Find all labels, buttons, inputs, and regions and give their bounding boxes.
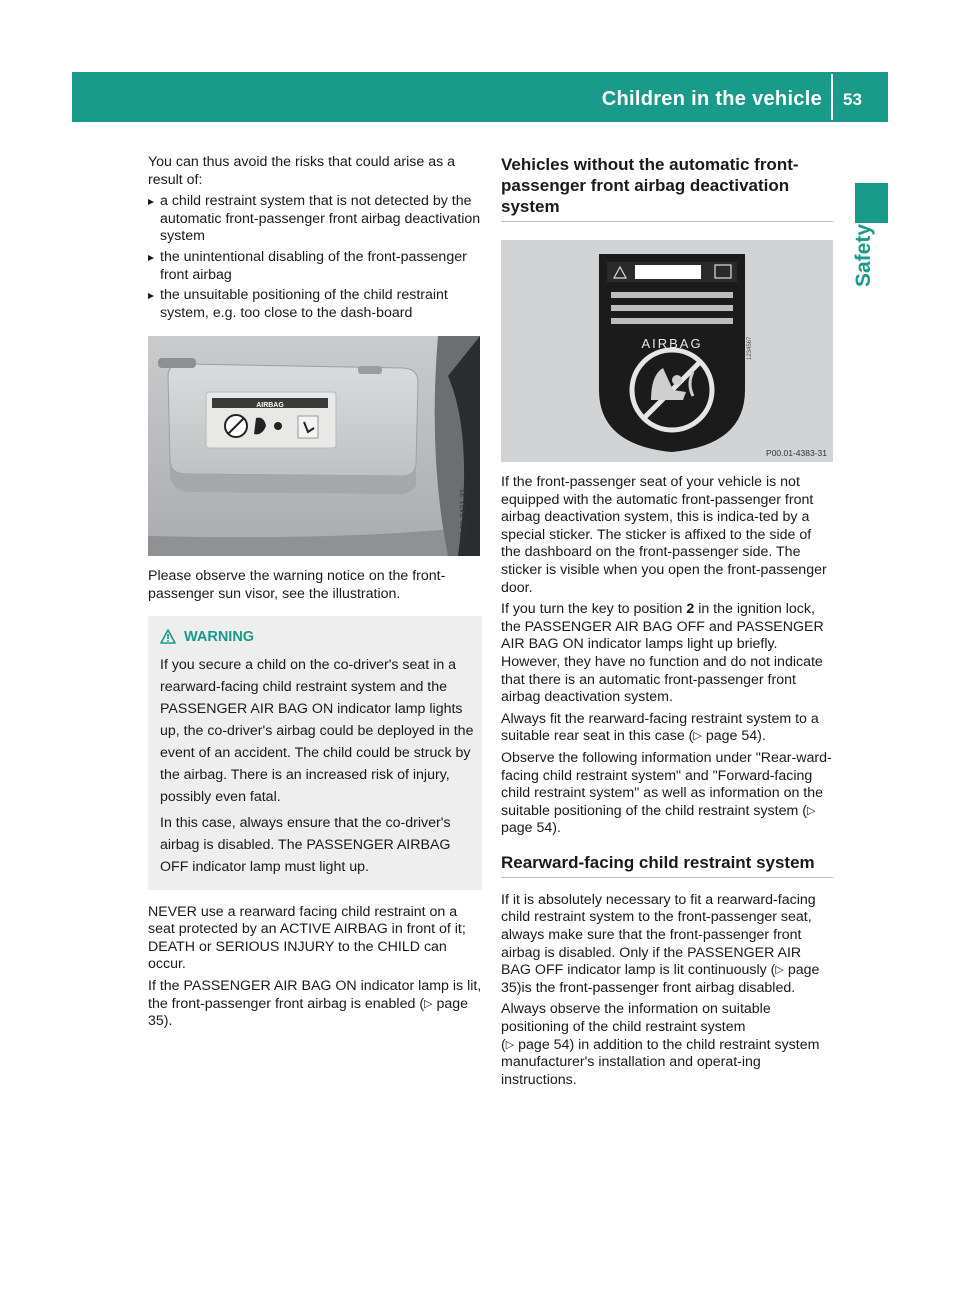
lamp-paragraph: If the PASSENGER AIR BAG ON indicator lamp is lit, the front-passenger front airbag is enabled (▷ page 35). — [148, 977, 482, 1030]
warning-triangle-icon — [160, 629, 176, 644]
section-tab — [855, 183, 888, 223]
warning-title: WARNING — [184, 628, 255, 645]
airbag-sticker-illustration — [501, 240, 833, 462]
page-ref-link[interactable]: page 35)is the front-passenger front airbag disabled. — [501, 962, 820, 996]
page-ref-link[interactable]: page 54). — [501, 820, 561, 837]
ignition-paragraph: If you turn the key to position 2 in the ignition lock, the PASSENGER AIR BAG OFF and PASSENGER AIR BAG ON indicator lamps light up briefly. However, they have no function and do not indicate that there is an automatic front-passenger front airbag deactivation system. — [501, 601, 824, 706]
intro-paragraph: You can thus avoid the risks that could arise as a result of: — [148, 154, 456, 188]
list-item: a child restraint system that is not detected by the automatic front-passenger front airbag deactivation system — [148, 193, 482, 246]
page-ref-link[interactable]: page 35). — [148, 995, 469, 1030]
page-ref-link[interactable]: page 54) in addition to the child restraint system manufacturer's installation and operat-ing instructions. — [501, 1036, 820, 1088]
sticker-arc-label: AIRBAG — [641, 336, 703, 351]
list-item: the unsuitable positioning of the child restraint system, e.g. too close to the dash-board — [148, 287, 482, 322]
warning-box — [148, 616, 482, 890]
page-ref-icon: ▷ — [505, 1038, 515, 1051]
rearward-paragraph: If it is absolutely necessary to fit a rearward-facing child restraint system to the front-passenger seat, always make sure that the front-passenger front airbag is disabled. Only if the PASSENGER AIR BAG OFF indicator lamp is lit continuously (▷ page 35)is the front-passenger front airbag disabled. — [501, 891, 820, 996]
figure-code: P68.60-2431-31 — [459, 488, 468, 547]
page-title: Children in the vehicle — [601, 88, 822, 110]
body-paragraph: If the front-passenger seat of your vehicle is not equipped with the automatic front-passenger front airbag deactivation system, this is indica-ted by a special sticker. The sticker is affixed to the side of the dashboard on the front-passenger side. The sticker is visible when you open the front-passenger door. — [501, 474, 827, 596]
section-heading: Rearward-facing child restraint system — [501, 852, 833, 878]
warning-title-row — [160, 626, 474, 648]
page-ref-link[interactable]: page 54). — [705, 728, 766, 745]
right-column — [501, 154, 833, 1093]
list-item: the unintentional disabling of the front-passenger front airbag — [148, 249, 482, 284]
section-heading: Vehicles without the automatic front-passenger front airbag deactivation system — [501, 154, 833, 222]
warning-paragraph: In this case, always ensure that the co-driver's airbag is disabled. The PASSENGER AIRBAG OFF indicator lamp must light up. — [160, 814, 451, 875]
svg-text:1234567: 1234567 — [747, 336, 753, 360]
illustration-caption: Please observe the warning notice on the front-passenger sun visor, see the illustration. — [148, 568, 446, 602]
page-ref-icon: ▷ — [424, 997, 433, 1010]
page-ref-icon: ▷ — [775, 964, 784, 977]
sticker-label: AIRBAG — [256, 402, 284, 410]
sun-visor-illustration — [148, 336, 480, 556]
page-number: 53 — [843, 90, 862, 109]
left-column — [148, 154, 482, 1035]
key-position: 2 — [686, 601, 695, 618]
never-paragraph: NEVER use a rearward facing child restraint on a seat protected by an ACTIVE AIRBAG in front of it; DEATH or SERIOUS INJURY to the CHILD can occur. — [148, 903, 466, 973]
positioning-paragraph: Always observe the information on suitable positioning of the child restraint system (▷ page 54) in addition to the child restraint system manufacturer's installation and operat-ing instructions. — [501, 1001, 820, 1088]
rear-seat-paragraph: Always fit the rearward-facing restraint system to a suitable rear seat in this case (▷ page 54). — [501, 710, 819, 745]
warning-paragraph: If you secure a child on the co-driver's seat in a rearward-facing child restraint system and the PASSENGER AIR BAG ON indicator lamp lights up, the co-driver's airbag could be deployed in the event of an accident. The child could be struck by the airbag. There is an increased risk of injury, possibly even fatal. — [160, 656, 474, 805]
sun-visor-image — [148, 336, 480, 556]
airbag-sticker-image — [501, 240, 833, 462]
observe-paragraph: Observe the following information under "Rear-ward-facing child restraint system" and "Forward-facing child restraint system" as well as information on the suitable positioning of the child restraint system (▷ page 54). — [501, 749, 832, 837]
section-label: Safety — [852, 223, 875, 287]
page-ref-icon: ▷ — [693, 730, 702, 743]
figure-code: P00.01-4383-31 — [766, 448, 827, 458]
page-ref-icon: ▷ — [806, 804, 816, 817]
header-divider — [831, 74, 833, 120]
risk-list — [148, 193, 482, 322]
